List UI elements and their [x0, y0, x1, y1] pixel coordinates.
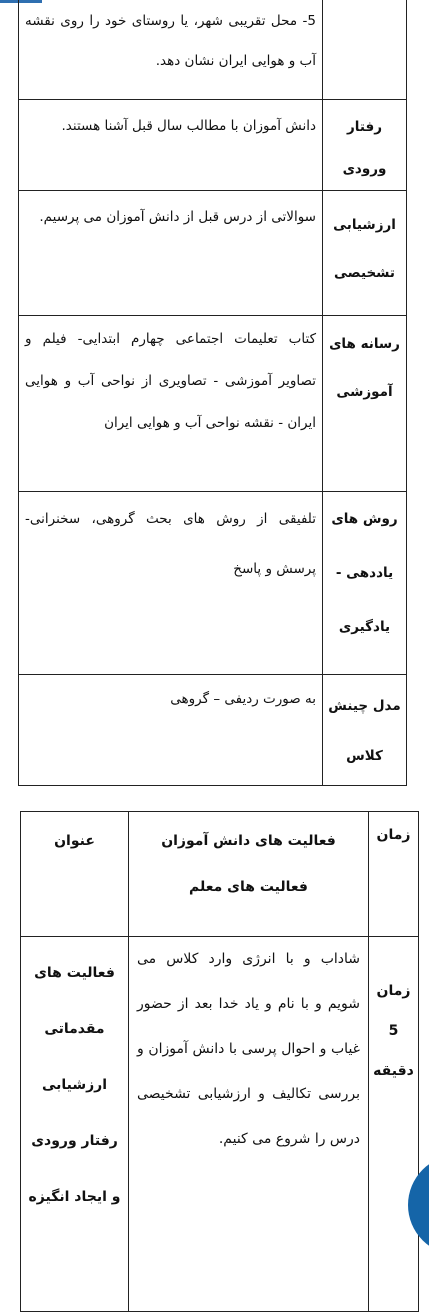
media-text: کتاب تعلیمات اجتماعی چهارم ابتدایی- فیلم و تصاویر آموزشی - تصاویری از نواحی آب و هوایی ایران - نقشه نواحی آب و هوایی ایران: [25, 331, 316, 431]
diagnostic-assessment-label: ارزشیابی تشخیصی: [333, 217, 396, 281]
entry-behavior-text: دانش آموزان با مطالب سال قبل آشنا هستند.: [61, 118, 316, 134]
row-label-cell: [323, 191, 407, 316]
time-header: زمان: [376, 827, 411, 843]
table-row: [19, 316, 407, 492]
table-row: [19, 492, 407, 675]
row-label-cell: [323, 316, 407, 492]
row-label-cell: [323, 100, 407, 191]
row-text-cell: [19, 316, 323, 492]
table-row: [19, 191, 407, 316]
row-label-cell: [323, 0, 407, 100]
entry-behavior-label: رفتار ورودی: [342, 119, 387, 177]
activities-header-cell: [129, 812, 369, 937]
table-row: [21, 937, 419, 1312]
title-header: عنوان: [54, 833, 95, 849]
activities-table: [20, 811, 419, 1312]
row-label-cell: [323, 492, 407, 675]
title-cell: [21, 937, 129, 1312]
diagnostic-assessment-text: سوالاتی از درس قبل از دانش آموزان می پرسیم.: [39, 209, 316, 225]
time-value: زمان 5 دقیقه: [373, 983, 414, 1079]
table-header-row: [21, 812, 419, 937]
table-row: [19, 100, 407, 191]
media-label: رسانه های آموزشی: [329, 336, 400, 400]
activity-text: شاداب و با انرژی وارد کلاس می شویم و با نام و یاد خدا بعد از حضور غیاب و احوال پرسی با دانش آموزان و بررسی تکالیف و ارزشیابی تشخیصی درس را شروع می کنیم.: [137, 951, 360, 1147]
row-label-cell: [323, 675, 407, 786]
table-row: [19, 675, 407, 786]
activity-title: فعالیت های مقدماتی ارزشیابی رفتار ورودی و ایجاد انگیزه: [28, 965, 121, 1205]
row-text-cell: [19, 492, 323, 675]
row-text-cell: [19, 100, 323, 191]
row-text-cell: [19, 675, 323, 786]
teaching-methods-text: تلفیقی از روش های بحث گروهی، سخنرانی- پرسش و پاسخ: [25, 511, 316, 577]
time-cell: [369, 937, 419, 1312]
class-layout-label: مدل چینش کلاس: [328, 698, 401, 764]
title-header-cell: [21, 812, 129, 937]
table-row: [19, 0, 407, 100]
lesson-plan-table: [18, 0, 407, 786]
time-header-cell: [369, 812, 419, 937]
row-text-cell: [19, 0, 323, 100]
teaching-methods-label: روش های یاددهی - یادگیری: [331, 511, 398, 635]
student-activities-header: فعالیت های دانش آموزان: [161, 833, 336, 849]
objective-text: 5- محل تقریبی شهر، یا روستای خود را روی نقشه آب و هوایی ایران نشان دهد.: [25, 13, 316, 69]
activity-cell: [129, 937, 369, 1312]
row-text-cell: [19, 191, 323, 316]
class-layout-text: به صورت ردیفی – گروهی: [170, 691, 316, 707]
teacher-activities-header: فعالیت های معلم: [189, 879, 308, 895]
